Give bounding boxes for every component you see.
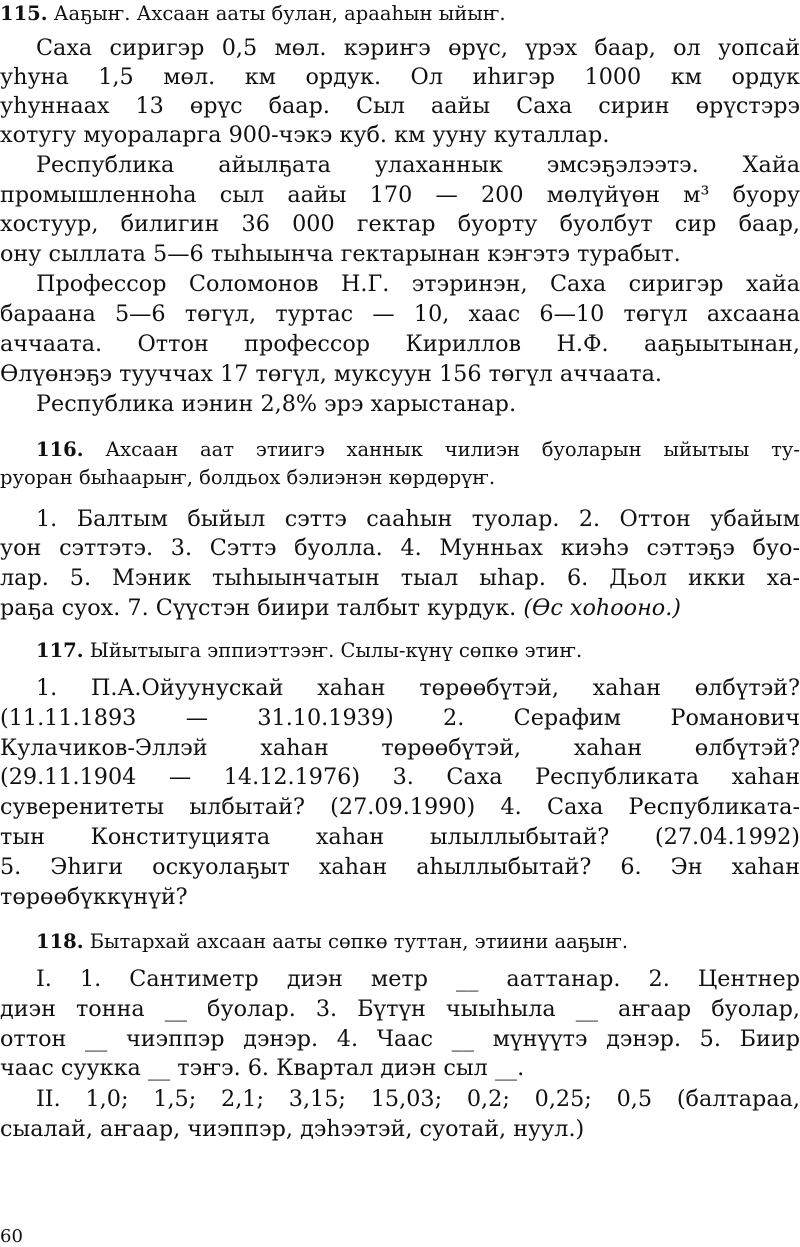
- text-line: II. 1,0; 1,5; 2,1; 3,15; 15,03; 0,2; 0,25; 0,5 (балтараа,: [36, 1086, 800, 1112]
- text-line: 1. П.А.Ойуунускай хаһан төрөөбүтэй, хаһан өлбүтэй?: [36, 675, 800, 701]
- exercise-number: 116.: [36, 438, 84, 461]
- exercise-instruction: Ааҕыҥ. Ахсаан ааты булан, арааһын ыйыҥ.: [53, 2, 506, 25]
- text-line: Профессор Соломонов Н.Г. этэринэн, Саха сиригэр хайа: [36, 271, 800, 297]
- exercise-instruction: Бытархай ахсаан ааты сөпкө туттан, этиини ааҕыҥ.: [89, 930, 629, 953]
- text-line: уон сэттэтэ. 3. Сэттэ буолла. 4. Мунньах киэһэ сэттэҕэ буо-: [0, 535, 800, 561]
- text-line: уһуна 1,5 мөл. км ордук. Ол иһигэр 1000 км ордук: [0, 64, 800, 90]
- text-line: 1. Балтым быйыл сэттэ сааһын туолар. 2. Оттон убайым: [36, 506, 800, 532]
- text-line: промышленноһа сыл аайы 170 — 200 мөлүйүөн м³ буору: [0, 182, 800, 208]
- exercise-number: 117.: [36, 639, 84, 662]
- text-line: Республика айылҕата улаханнык эмсэҕэлээтэ. Хайа: [36, 152, 800, 178]
- text-line: оттон __ чиэппэр дэнэр. 4. Чаас __ мүнүүтэ дэнэр. 5. Биир: [0, 1026, 800, 1052]
- text-line: бараана 5—6 төгүл, туртас — 10, хаас 6—10 төгүл ахсаана: [0, 301, 800, 327]
- text-line: лар. 5. Мэник тыһыынчатын тыал ыһар. 6. Дьол икки ха-: [0, 565, 800, 591]
- text-line: чаас суукка __ тэҥэ. 6. Квартал диэн сыл __.: [0, 1055, 525, 1081]
- text-line: диэн тонна __ буолар. 3. Бүтүн чыыһыла __ аҥаар буолар,: [0, 996, 800, 1022]
- text-line: сыалай, аҥаар, чиэппэр, дэһээтэй, суотай, нуул.): [0, 1116, 585, 1142]
- text-line: I. 1. Сантиметр диэн метр __ ааттанар. 2. Центнер: [36, 966, 800, 992]
- text-line: уһуннаах 13 өрүс баар. Сыл аайы Саха сирин өрүстэрэ: [0, 93, 800, 119]
- text-line: төрөөбүккүнүй?: [0, 884, 188, 910]
- text-line: (29.11.1904 — 14.12.1976) 3. Саха Республиката хаһан: [0, 764, 800, 790]
- text-line: 5. Эһиги оскуолаҕыт хаһан аһыллыбытай? 6. Эн хаһан: [0, 854, 800, 880]
- text-line: Республика иэнин 2,8% эрэ харыстанар.: [36, 391, 517, 417]
- text-line: (11.11.1893 — 31.10.1939) 2. Серафим Романович: [0, 705, 800, 731]
- text-line: ону сыллата 5—6 тыһыынча гектарынан кэҥэтэ турабыт.: [0, 241, 681, 267]
- exercise-number: 115.: [0, 2, 48, 25]
- text-line: Саха сиригэр 0,5 мөл. кэриҥэ өрүс, үрэх баар, ол уопсай: [36, 35, 800, 61]
- text-line: тын Конституцията хаһан ылыллыбытай? (27.04.1992): [0, 824, 800, 850]
- text-line: Өлүөнэҕэ тууччах 17 төгүл, муксуун 156 төгүл аччаата.: [0, 361, 663, 387]
- exercise-number: 118.: [36, 930, 84, 953]
- text-line: хостуур, билигин 36 000 гектар буорту буолбут сир баар,: [0, 211, 800, 237]
- page-number: 60: [0, 1226, 23, 1247]
- exercise-instruction: Ахсаан аат этиигэ ханнык чилиэн буоларын ыйытыы ту-: [105, 438, 800, 461]
- text-line: аччаата. Оттон профессор Кириллов Н.Ф. ааҕыытынан,: [0, 331, 800, 357]
- exercise-instruction: руоран быһаарыҥ, болдьох бэлиэнэн көрдөрүҥ.: [0, 466, 496, 489]
- text-line: суверенитеты ылбытай? (27.09.1990) 4. Саха Республиката-: [0, 794, 800, 820]
- proverb-source: (Өс хоһооно.): [523, 595, 682, 621]
- text-line: Кулачиков-Эллэй хаһан төрөөбүтэй, хаһан өлбүтэй?: [0, 735, 800, 761]
- text-line: хотугу муораларга 900-чэкэ куб. км ууну куталлар.: [0, 122, 610, 148]
- text-line: раҕа суох. 7. Сүүстэн биири талбыт курдук.: [0, 595, 517, 621]
- exercise-instruction: Ыйытыыга эппиэттээҥ. Сылы-күнү сөпкө этиҥ.: [89, 639, 583, 662]
